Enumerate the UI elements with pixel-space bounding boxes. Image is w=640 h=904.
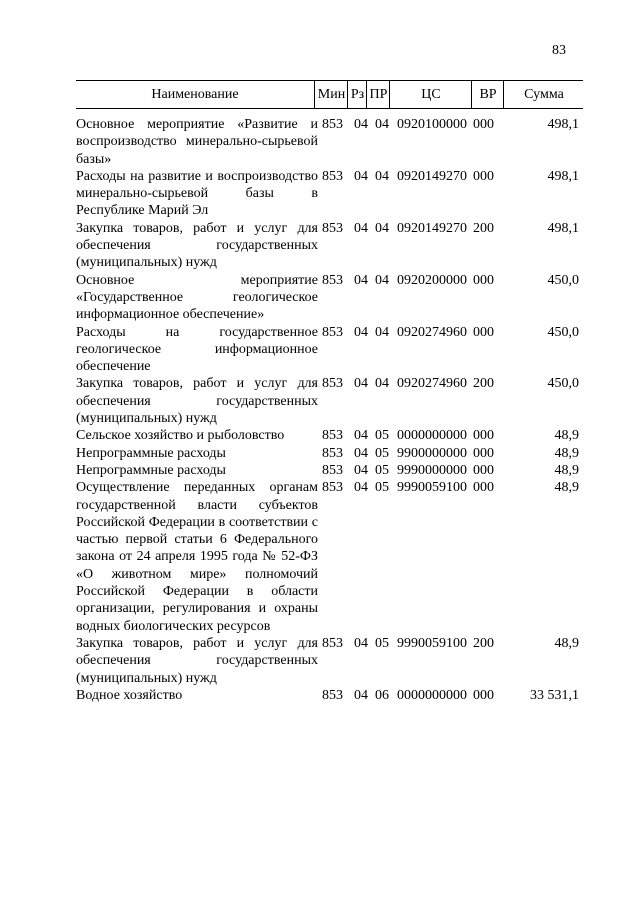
row-name: Осуществление переданных органам государственной власти субъектов Российской Федерации в соответствии с частью первой статьи 6 Федерального закона от 24 апреля 1995 года № 52-ФЗ «О животном мире» полномочий Российской Федерации в области организации, регулирования и охраны водных биологических ресурсов <box>76 480 318 634</box>
row-min: 853 <box>322 635 343 651</box>
row-pr: 04 <box>375 117 389 132</box>
row-vr: 000 <box>473 117 494 132</box>
row-sum: 498,1 <box>547 168 579 184</box>
row-sum: 48,9 <box>554 462 579 478</box>
table-row <box>76 168 583 220</box>
row-sum: 48,9 <box>554 480 579 496</box>
row-pr: 04 <box>375 324 389 340</box>
row-pr: 05 <box>375 480 389 496</box>
row-name: Расходы на развитие и воспроизводство минерально-сырьевой базы в Республике Марий Эл <box>76 168 318 219</box>
row-min: 853 <box>322 428 343 444</box>
row-min: 853 <box>322 480 343 496</box>
row-name: Закупка товаров, работ и услуг для обеспечения государственных (муниципальных) нужд <box>76 635 318 686</box>
header-min: Мин <box>314 81 348 108</box>
row-min: 853 <box>322 687 343 703</box>
row-min: 853 <box>322 117 343 132</box>
table-row <box>76 687 583 704</box>
row-min: 853 <box>322 168 343 184</box>
header-rz: Рз <box>347 81 367 108</box>
row-vr: 000 <box>473 168 494 184</box>
row-rz: 04 <box>354 480 368 496</box>
header-sum: Сумма <box>503 81 584 108</box>
row-cs: 0920149270 <box>397 168 467 184</box>
row-vr: 000 <box>473 428 494 444</box>
row-sum: 33 531,1 <box>530 687 579 703</box>
table-row <box>76 324 583 376</box>
table-row <box>76 427 583 444</box>
row-cs: 9990059100 <box>397 480 467 496</box>
row-rz: 04 <box>354 445 368 461</box>
page-number: 83 <box>552 43 566 58</box>
row-pr: 04 <box>375 168 389 184</box>
row-pr: 04 <box>375 272 389 288</box>
table-header <box>76 80 583 109</box>
row-pr: 05 <box>375 428 389 444</box>
row-rz: 04 <box>354 635 368 651</box>
row-cs: 0000000000 <box>397 687 467 703</box>
row-vr: 000 <box>473 687 494 703</box>
row-cs: 0920200000 <box>397 272 467 288</box>
row-rz: 04 <box>354 376 368 392</box>
row-vr: 000 <box>473 272 494 288</box>
row-min: 853 <box>322 324 343 340</box>
table-row <box>76 635 583 687</box>
row-min: 853 <box>322 462 343 478</box>
table-row <box>76 116 583 168</box>
row-cs: 0920100000 <box>397 117 467 132</box>
table-row <box>76 375 583 427</box>
row-name: Непрограммные расходы <box>76 445 226 461</box>
row-cs: 9990059100 <box>397 635 467 651</box>
header-cs: ЦС <box>389 81 472 108</box>
row-rz: 04 <box>354 168 368 184</box>
row-min: 853 <box>322 220 343 236</box>
row-cs: 0920274960 <box>397 376 467 392</box>
row-rz: 04 <box>354 428 368 444</box>
row-name: Закупка товаров, работ и услуг для обеспечения государственных (муниципальных) нужд <box>76 220 318 271</box>
row-sum: 498,1 <box>547 220 579 236</box>
row-name: Расходы на государственное геологическое информационное обеспечение <box>76 324 318 375</box>
row-pr: 04 <box>375 376 389 392</box>
table-row <box>76 479 583 635</box>
table-row <box>76 272 583 324</box>
row-cs: 0920274960 <box>397 324 467 340</box>
row-min: 853 <box>322 272 343 288</box>
row-sum: 48,9 <box>554 635 579 651</box>
row-sum: 48,9 <box>554 445 579 461</box>
row-pr: 06 <box>375 687 389 703</box>
row-vr: 200 <box>473 220 494 236</box>
table-row <box>76 445 583 462</box>
row-sum: 450,0 <box>547 376 579 392</box>
row-sum: 498,1 <box>547 117 579 132</box>
row-vr: 200 <box>473 635 494 651</box>
row-sum: 48,9 <box>554 428 579 444</box>
table-row <box>76 462 583 479</box>
row-rz: 04 <box>354 324 368 340</box>
row-sum: 450,0 <box>547 324 579 340</box>
header-name: Наименование <box>151 87 239 102</box>
row-min: 853 <box>322 376 343 392</box>
row-name: Непрограммные расходы <box>76 462 226 478</box>
row-name: Основное мероприятие «Развитие и воспроизводство минерально-сырьевой базы» <box>76 117 318 167</box>
row-sum: 450,0 <box>547 272 579 288</box>
row-name: Водное хозяйство <box>76 687 183 703</box>
row-pr: 05 <box>375 462 389 478</box>
row-cs: 9990000000 <box>397 462 467 478</box>
row-name: Основное мероприятие «Государственное геологическое информационное обеспечение» <box>76 272 318 323</box>
row-pr: 05 <box>375 635 389 651</box>
row-min: 853 <box>322 445 343 461</box>
table-row <box>76 220 583 272</box>
row-vr: 000 <box>473 480 494 496</box>
row-rz: 04 <box>354 687 368 703</box>
row-vr: 000 <box>473 462 494 478</box>
table-body <box>76 116 583 704</box>
header-vr: ВР <box>471 81 504 108</box>
row-cs: 0920149270 <box>397 220 467 236</box>
row-cs: 0000000000 <box>397 428 467 444</box>
row-vr: 000 <box>473 324 494 340</box>
row-rz: 04 <box>354 272 368 288</box>
row-rz: 04 <box>354 220 368 236</box>
header-pr: ПР <box>366 81 390 108</box>
row-cs: 9900000000 <box>397 445 467 461</box>
row-name: Сельское хозяйство и рыболовство <box>76 428 285 444</box>
row-vr: 200 <box>473 376 494 392</box>
row-pr: 05 <box>375 445 389 461</box>
row-rz: 04 <box>354 117 368 132</box>
row-name: Закупка товаров, работ и услуг для обеспечения государственных (муниципальных) нужд <box>76 376 318 427</box>
row-rz: 04 <box>354 462 368 478</box>
row-pr: 04 <box>375 220 389 236</box>
row-vr: 000 <box>473 445 494 461</box>
